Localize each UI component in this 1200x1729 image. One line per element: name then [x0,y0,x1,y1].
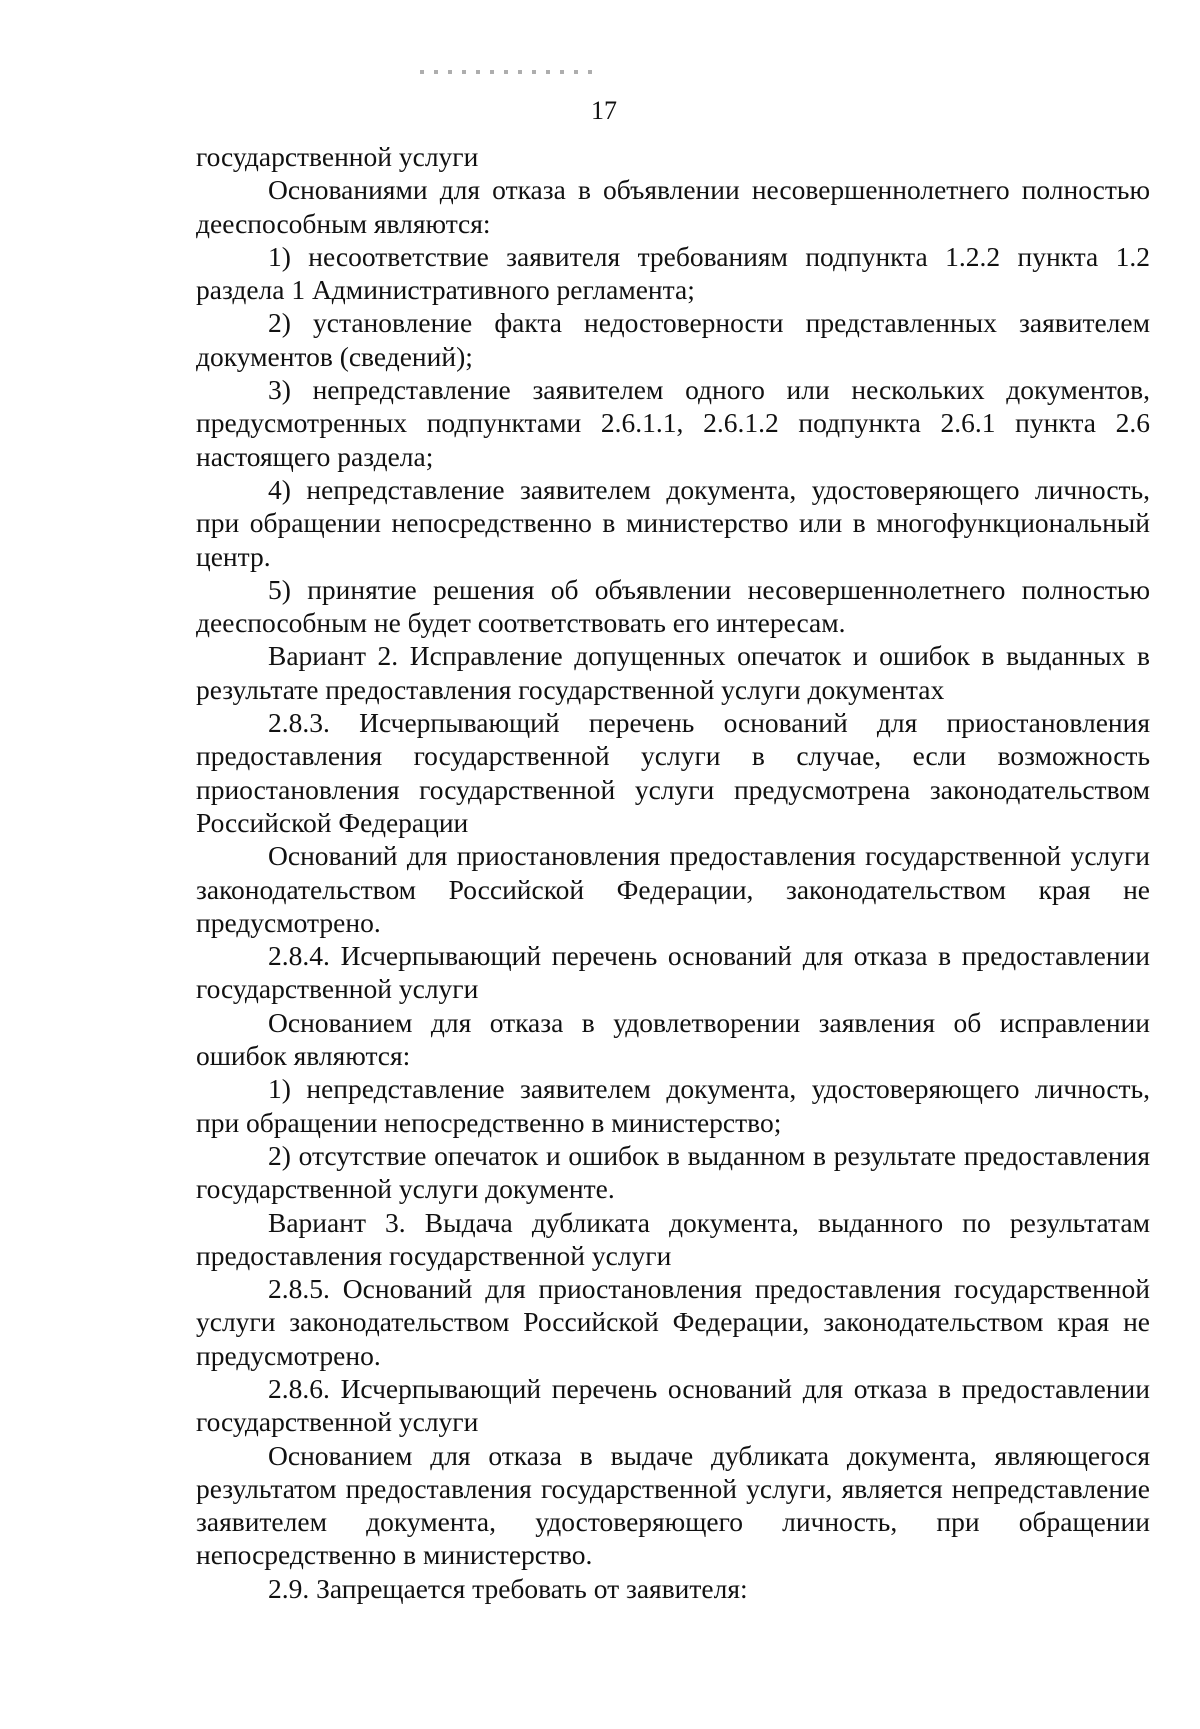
paragraph: 3) непредставление заявителем одного или нескольких документов, предусмотренных подпунктами 2.6.1.1, 2.6.1.2 подпункта 2.6.1 пункта 2.6 настоящего раздела; [196,374,1150,472]
paragraph: 5) принятие решения об объявлении несовершеннолетнего полностью дееспособным не будет соответствовать его интересам. [196,573,1150,639]
paragraph: 2.9. Запрещается требовать от заявителя: [268,1572,748,1604]
paragraph: Вариант 3. Выдача дубликата документа, выданного по результатам предоставления государственной услуги [196,1206,1150,1271]
paragraph: Основаниями для отказа в объявлении несовершеннолетнего полностью дееспособным являются: [196,174,1150,239]
paragraph: 2.8.3. Исчерпывающий перечень оснований для приостановления предоставления государственной услуги в случае, если возможность приостановления государственной услуги предусмотрена законодательством Российской Федерации [196,707,1150,838]
paragraph: 1) непредставление заявителем документа, удостоверяющего личность, при обращении непосредственно в министерство; [196,1073,1150,1138]
paragraph: Основанием для отказа в удовлетворении заявления об исправлении ошибок являются: [196,1006,1150,1072]
scan-artifact [420,70,595,74]
paragraph: Оснований для приостановления предоставления государственной услуги законодательством Российской Федерации, законодательством края не предусмотрено. [196,840,1150,938]
paragraph: 2) отсутствие опечаток и ошибок в выданном в результате предоставления государственной услуги документе. [196,1139,1150,1205]
paragraph: 2.8.5. Оснований для приостановления предоставления государственной услуги законодательством Российской Федерации, законодательством края не предусмотрено. [196,1273,1150,1371]
paragraph: 1) несоответствие заявителя требованиям подпункта 1.2.2 пункта 1.2 раздела 1 Административного регламента; [196,240,1150,306]
paragraph: 2) установление факта недостоверности представленных заявителем документов (сведений); [196,307,1150,372]
paragraph: 2.8.4. Исчерпывающий перечень оснований для отказа в предоставлении государственной услуги [196,940,1150,1005]
paragraph: Вариант 2. Исправление допущенных опечаток и ошибок в выданных в результате предоставления государственной услуги документах [196,640,1150,705]
paragraph: Основанием для отказа в выдаче дубликата документа, являющегося результатом предоставления государственной услуги, является непредставление заявителем документа, удостоверяющего личность, при обращении непосредственно в министерство. [196,1439,1150,1571]
paragraph: государственной услуги [196,141,479,172]
document-body [196,140,1150,1605]
paragraph: 4) непредставление заявителем документа, удостоверяющего личность, при обращении непосредственно в министерство или в многофункциональный центр. [196,473,1150,572]
page-number: 17 [591,96,617,125]
paragraph: 2.8.6. Исчерпывающий перечень оснований для отказа в предоставлении государственной услуги [196,1372,1150,1438]
